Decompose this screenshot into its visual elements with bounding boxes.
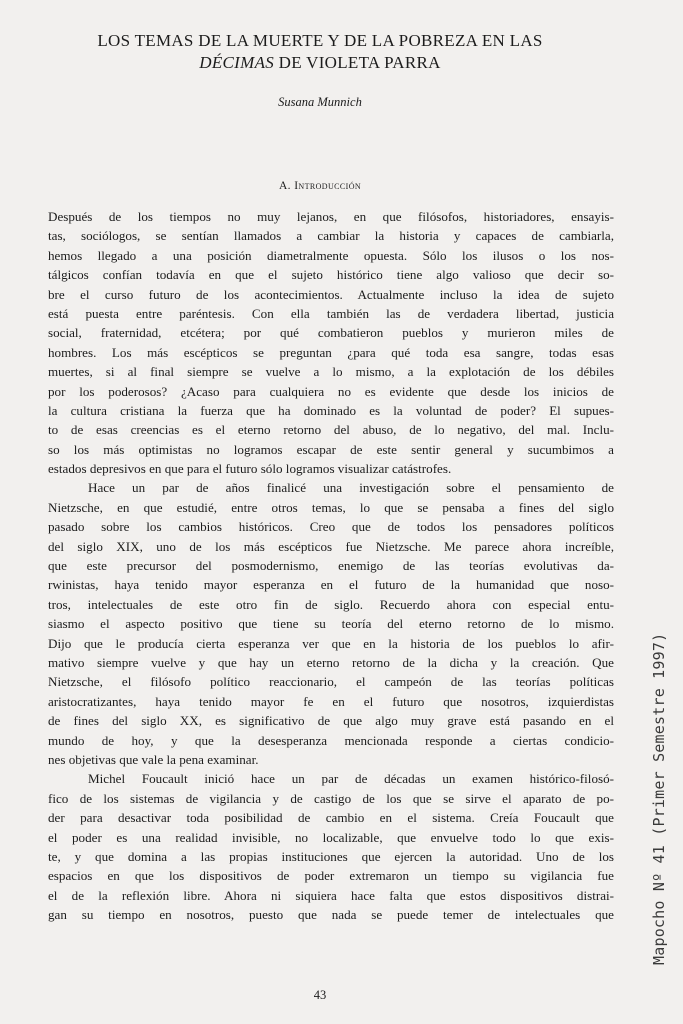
body-line: pasado sobre los cambios históricos. Creo que de todos los pensadores políticos — [48, 519, 614, 535]
body-line: tálgicos confían todavía en que el sujeto histórico tiene algo valioso que decir so- — [48, 267, 614, 283]
title-italic-word: DÉCIMAS — [199, 53, 275, 72]
section-title: Introducción — [294, 180, 362, 192]
body-line: Nietzsche, en que estudié, entre otros temas, lo que se pensaba a fines del siglo — [48, 499, 614, 515]
body-line: nes objetivas que vale la pena examinar. — [48, 751, 259, 767]
body-line: Hace un par de años finalicé una investigación sobre el pensamiento de — [88, 480, 614, 496]
body-line: del siglo XIX, uno de los más escépticos fue Nietzsche. Me parece ahora increíble, — [48, 538, 614, 554]
journal-sidebar-note: Mapocho Nº 41 (Primer Semestre 1997) — [650, 632, 668, 965]
body-line: aristocratizantes, haya tenido mayor fe en el futuro que nosotros, izquierdistas — [48, 693, 614, 709]
body-line: el poder es una realidad invisible, no localizable, que envuelve todo lo que exis- — [48, 829, 614, 845]
body-line: fico de los sistemas de vigilancia y de castigo de los que se sirve el aparato de po- — [48, 790, 614, 806]
body-line: está puesta entre paréntesis. Con ella también las de verdadera libertad, justicia — [48, 305, 614, 321]
body-line: to de esas creencias es el eterno retorno del abuso, de lo negativo, del mal. Inclu- — [48, 422, 614, 438]
body-line: por los poderosos? ¿Acaso para cualquiera no es evidente que desde los inicios de — [48, 383, 614, 399]
body-text — [48, 207, 614, 924]
body-line: rwinistas, haya tenido mayor esperanza en el futuro de la humanidad que noso- — [48, 577, 614, 593]
body-line: mativo siempre vuelve y que hay un eterno retorno de la dicha y la creación. Que — [48, 654, 614, 670]
author-name: Susana Munnich — [278, 95, 362, 109]
body-line: el de la reflexión libre. Ahora ni siquiera hace falta que estos dispositivos distrai- — [48, 887, 614, 903]
body-line: Después de los tiempos no muy lejanos, en que filósofos, historiadores, ensayis- — [48, 209, 614, 224]
body-line: so los más optimistas no logramos escapar de este sentir general y sucumbimos a — [48, 441, 614, 457]
section-letter: A. — [278, 180, 295, 192]
body-line: que este precursor del posmodernismo, enemigo de las teorías evolutivas da- — [48, 558, 614, 574]
body-line: der para desactivar toda posibilidad de cambio en el sistema. Creía Foucault que — [48, 810, 614, 826]
body-line: tros, intelectuales de este otro fin de siglo. Recuerdo ahora con especial entu- — [48, 596, 614, 612]
article-title-line-2 — [40, 52, 600, 74]
body-line: hombres. Los más escépticos se preguntan ¿para qué toda esa sangre, todas esas — [48, 344, 614, 360]
body-line: gan su tiempo en nosotros, puesto que nada se puede temer de intelectuales que — [48, 907, 614, 923]
body-line: siasmo el aspecto positivo que tiene su teoría del eterno retorno de lo mismo. — [48, 616, 614, 632]
body-line: mundo de hoy, y que la desesperanza mencionada responde a ciertas condicio- — [48, 732, 614, 748]
body-line: muertes, si al final siempre se vuelve a lo mismo, a la explotación de los débiles — [48, 364, 614, 380]
title-rest: DE VIOLETA PARRA — [274, 53, 441, 72]
article-title-line-1: LOS TEMAS DE LA MUERTE Y DE LA POBREZA EN LAS — [97, 31, 543, 50]
body-line: social, fraternidad, etcétera; por qué combatieron pueblos y murieron miles de — [48, 325, 614, 341]
body-line: Nietzsche, el filósofo político reaccionario, el campeón de las teorías políticas — [48, 674, 614, 690]
body-line: de fines del siglo XX, es significativo de que algo muy grave está pasando en el — [48, 713, 614, 729]
body-line: la cultura cristiana la fuerza que ha dominado es la voluntad de poder? El supues- — [48, 402, 614, 418]
body-line: Dijo que le producía cierta esperanza ver que en la historia de los pueblos lo afir- — [48, 635, 614, 651]
body-line: bre el curso futuro de los acontecimientos. Actualmente incluso la idea de sujeto — [48, 286, 614, 302]
section-heading — [40, 180, 600, 192]
body-line: estados depresivos en que para el futuro sólo logramos visualizar catástrofes. — [48, 461, 452, 477]
body-line: tas, sociólogos, se sentían llamados a cambiar la historia y capaces de cambiarla, — [48, 228, 614, 244]
body-line: te, y que domina a las propias instituciones que ejercen la autoridad. Uno de los — [48, 848, 614, 864]
page-number: 43 — [313, 988, 327, 1002]
body-line: espacios en que los dispositivos de poder extremaron un tiempo su vigilancia fue — [48, 868, 614, 884]
body-line: Michel Foucault inició hace un par de décadas un examen histórico-filosó- — [88, 771, 614, 787]
body-line: hemos llegado a una posición diametralmente opuesta. Sólo los ilusos o los nos- — [48, 247, 614, 263]
